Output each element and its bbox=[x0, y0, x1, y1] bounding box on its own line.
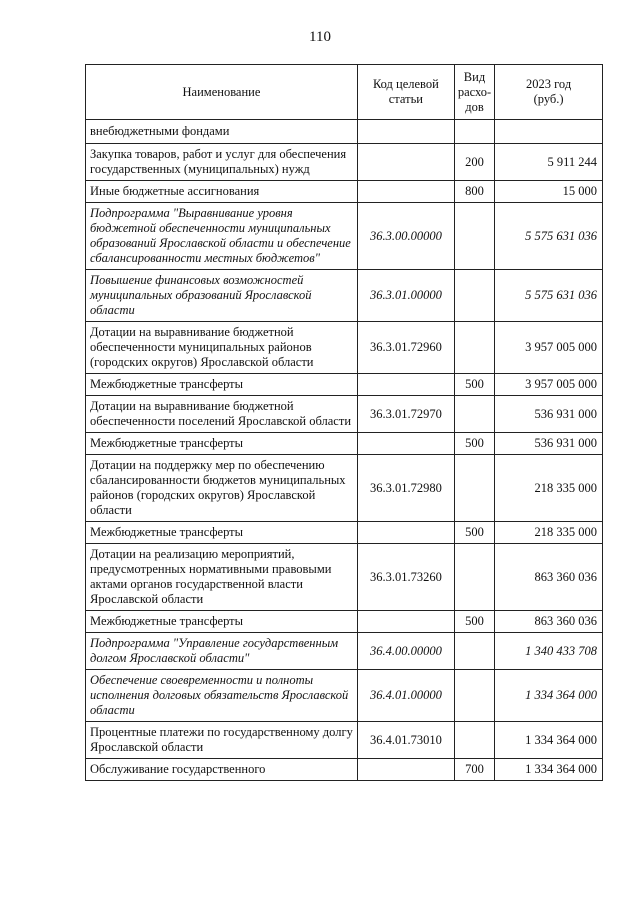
row-name: внебюджетными фондами bbox=[86, 120, 358, 144]
row-amount: 863 360 036 bbox=[495, 544, 603, 611]
row-name: Процентные платежи по государственному долгу Ярославской области bbox=[86, 722, 358, 759]
table-row bbox=[86, 611, 603, 633]
header-code-line2: статьи bbox=[388, 92, 423, 106]
row-kind: 700 bbox=[454, 759, 494, 781]
row-amount: 218 335 000 bbox=[495, 455, 603, 522]
row-name: Обеспечение своевременности и полноты исполнения долговых обязательств Ярославской области bbox=[86, 670, 358, 722]
row-amount: 5 575 631 036 bbox=[495, 270, 603, 322]
row-amount: 536 931 000 bbox=[495, 396, 603, 433]
row-kind bbox=[454, 670, 494, 722]
page-number: 110 bbox=[309, 29, 331, 45]
row-code: 36.4.01.00000 bbox=[357, 670, 454, 722]
header-amount-line2: (руб.) bbox=[533, 92, 564, 106]
row-code bbox=[357, 120, 454, 144]
table-row bbox=[86, 522, 603, 544]
row-kind bbox=[454, 203, 494, 270]
row-name: Иные бюджетные ассигнования bbox=[86, 181, 358, 203]
row-name: Дотации на выравнивание бюджетной обеспеченности поселений Ярославской области bbox=[86, 396, 358, 433]
header-code bbox=[357, 65, 454, 120]
row-kind: 500 bbox=[454, 374, 494, 396]
row-code: 36.3.01.00000 bbox=[357, 270, 454, 322]
table-row bbox=[86, 270, 603, 322]
row-kind: 500 bbox=[454, 522, 494, 544]
table-row bbox=[86, 203, 603, 270]
header-kind-line3: дов bbox=[465, 99, 484, 114]
table-row bbox=[86, 722, 603, 759]
table-row bbox=[86, 396, 603, 433]
table-row bbox=[86, 181, 603, 203]
row-name: Межбюджетные трансферты bbox=[86, 374, 358, 396]
row-name: Межбюджетные трансферты bbox=[86, 611, 358, 633]
table-row bbox=[86, 374, 603, 396]
table-row bbox=[86, 759, 603, 781]
row-kind bbox=[454, 120, 494, 144]
row-amount: 15 000 bbox=[495, 181, 603, 203]
row-code bbox=[357, 611, 454, 633]
row-amount bbox=[495, 120, 603, 144]
row-kind bbox=[454, 322, 494, 374]
row-kind: 500 bbox=[454, 433, 494, 455]
row-amount: 3 957 005 000 bbox=[495, 374, 603, 396]
table-row bbox=[86, 144, 603, 181]
row-amount: 5 575 631 036 bbox=[495, 203, 603, 270]
row-amount: 1 334 364 000 bbox=[495, 722, 603, 759]
row-amount: 536 931 000 bbox=[495, 433, 603, 455]
row-kind: 800 bbox=[454, 181, 494, 203]
row-code bbox=[357, 374, 454, 396]
row-code bbox=[357, 144, 454, 181]
row-amount: 218 335 000 bbox=[495, 522, 603, 544]
table-header bbox=[86, 65, 603, 120]
table-body bbox=[86, 120, 603, 781]
row-kind bbox=[454, 544, 494, 611]
budget-table bbox=[85, 64, 603, 781]
row-kind bbox=[454, 396, 494, 433]
header-kind-line2: расхо- bbox=[457, 84, 492, 99]
header-amount-line1: 2023 год bbox=[525, 77, 572, 91]
row-name: Дотации на выравнивание бюджетной обеспеченности муниципальных районов (городских округов) Ярославской области bbox=[86, 322, 358, 374]
table-row bbox=[86, 633, 603, 670]
row-code bbox=[357, 759, 454, 781]
table-row bbox=[86, 544, 603, 611]
row-name: Обслуживание государственного bbox=[86, 759, 358, 781]
header-amount bbox=[495, 65, 603, 120]
row-code: 36.3.01.72980 bbox=[357, 455, 454, 522]
table-row bbox=[86, 322, 603, 374]
row-amount: 863 360 036 bbox=[495, 611, 603, 633]
row-name: Дотации на поддержку мер по обеспечению сбалансированности бюджетов муниципальных районов (городских округов) Ярославской области bbox=[86, 455, 358, 522]
header-name: Наименование bbox=[86, 65, 358, 120]
row-code: 36.3.00.00000 bbox=[357, 203, 454, 270]
row-kind: 500 bbox=[454, 611, 494, 633]
table-row bbox=[86, 433, 603, 455]
row-amount: 1 334 364 000 bbox=[495, 759, 603, 781]
row-code bbox=[357, 181, 454, 203]
row-kind: 200 bbox=[454, 144, 494, 181]
row-code: 36.4.01.73010 bbox=[357, 722, 454, 759]
row-name: Межбюджетные трансферты bbox=[86, 522, 358, 544]
row-code bbox=[357, 433, 454, 455]
row-name: Повышение финансовых возможностей муниципальных образований Ярославской области bbox=[86, 270, 358, 322]
table-row bbox=[86, 455, 603, 522]
table-row bbox=[86, 670, 603, 722]
row-name: Подпрограмма "Управление государственным долгом Ярославской области" bbox=[86, 633, 358, 670]
row-code bbox=[357, 522, 454, 544]
row-code: 36.3.01.72970 bbox=[357, 396, 454, 433]
header-code-line1: Код целевой bbox=[372, 77, 439, 91]
row-name: Закупка товаров, работ и услуг для обеспечения государственных (муниципальных) нужд bbox=[86, 144, 358, 181]
table-row bbox=[86, 120, 603, 144]
row-amount: 5 911 244 bbox=[495, 144, 603, 181]
row-code: 36.3.01.73260 bbox=[357, 544, 454, 611]
row-kind bbox=[454, 270, 494, 322]
header-kind bbox=[454, 65, 494, 120]
row-name: Подпрограмма "Выравнивание уровня бюджетной обеспеченности муниципальных образований Ярославской области и обеспечение сбалансированности местных бюджетов" bbox=[86, 203, 358, 270]
row-amount: 1 340 433 708 bbox=[495, 633, 603, 670]
row-kind bbox=[454, 455, 494, 522]
header-kind-line1: Вид bbox=[463, 69, 486, 84]
row-amount: 3 957 005 000 bbox=[495, 322, 603, 374]
row-code: 36.4.00.00000 bbox=[357, 633, 454, 670]
row-name: Межбюджетные трансферты bbox=[86, 433, 358, 455]
row-amount: 1 334 364 000 bbox=[495, 670, 603, 722]
row-kind bbox=[454, 633, 494, 670]
row-code: 36.3.01.72960 bbox=[357, 322, 454, 374]
row-name: Дотации на реализацию мероприятий, предусмотренных нормативными правовыми актами органов государственной власти Ярославской области bbox=[86, 544, 358, 611]
row-kind bbox=[454, 722, 494, 759]
